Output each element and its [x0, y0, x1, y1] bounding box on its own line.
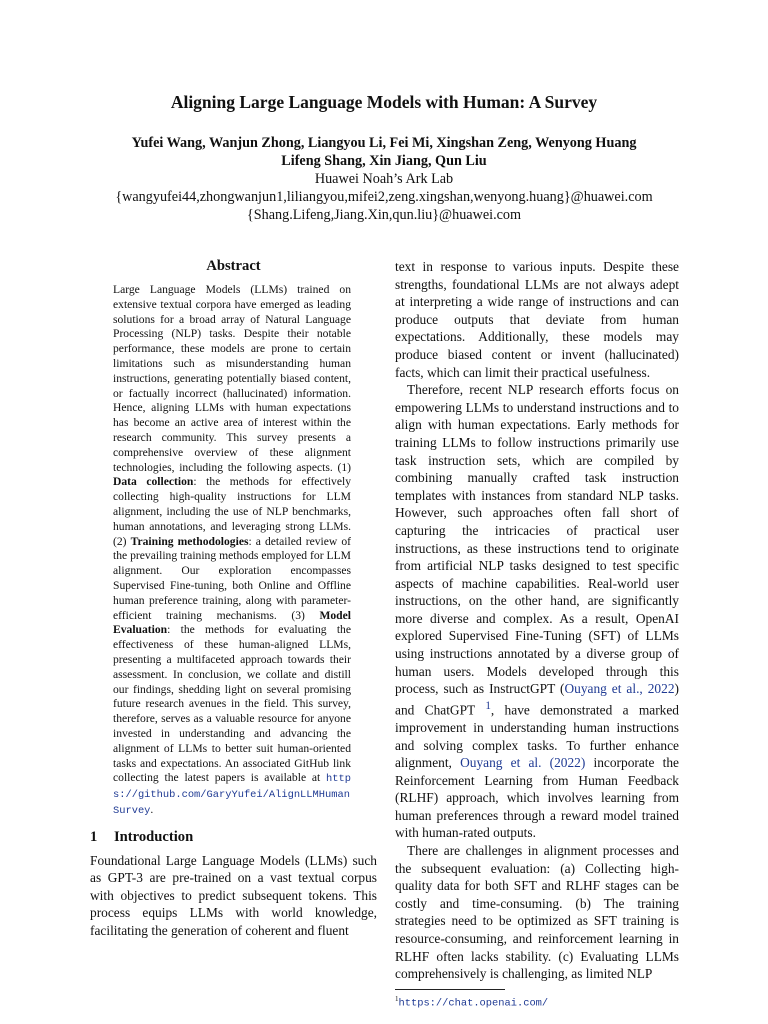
- intro-paragraph-2: [395, 381, 679, 842]
- abstract-part-4: : the methods for evaluating the effectiveness of these human-aligned LLMs, presenting a multifaceted approach towards their assessment. In conclusion, we collate and distill our findings, shedding light on several promising future research avenues in the field. This survey, therefore, serves as a valuable resource for anyone invested in understanding and advancing the alignment of LLMs to better suit human-oriented tasks and expectations. An associated GitHub link collecting the latest papers is available at: [113, 623, 351, 785]
- para2-part-a: Therefore, recent NLP research efforts focus on empowering LLMs to understand instructions and to align with human expectations. Early methods for training LLMs to follow instructions primarily use task instruction sets, which are compiled by combining manually crafted task instruction templates with instances from standard NLP tasks. However, such approaches often fall short of capturing the intricacies of practical user instructions, as these instructions tend to originate from artificial NLP tasks designed to test specific aspects of machine capabilities. Real-world user instructions, on the other hand, are significantly more diverse and complex. As a result, OpenAI explored Supervised Fine-Tuning (SFT) of LLMs using instructions annotated by a diverse group of human users. Models developed through this process, such as InstructGPT (: [395, 382, 679, 697]
- para2-part-b: ) and ChatGPT: [395, 681, 679, 718]
- abstract-part-3: : a detailed review of the prevailing training methods employed for LLM alignment. Our exploration encompasses Supervised Fine-tuning, both Online and Offline human preference training, along with parameter-efficient training mechanisms. (3): [113, 534, 352, 622]
- section-heading-introduction: [90, 829, 377, 846]
- author-block: [0, 134, 768, 224]
- abstract-bold-data-collection: Data collection: [113, 475, 194, 489]
- footnote-url[interactable]: https://chat.openai.com/: [398, 997, 549, 1010]
- abstract-text: [113, 283, 351, 819]
- author-list-line-1: Yufei Wang, Wanjun Zhong, Liangyou Li, Fei Mi, Xingshan Zeng, Wenyong Huang: [131, 135, 637, 151]
- abstract-part-2: : the methods for effectively collecting high-quality instructions for LLM alignment, including the use of NLP benchmarks, human annotations, and leveraging strong LLMs. (2): [113, 475, 351, 548]
- para2-part-c: , have demonstrated a marked improvement in understanding human instructions and solving complex tasks. To further enhance alignment,: [395, 702, 679, 771]
- left-column: [90, 258, 377, 940]
- section-number: 1: [90, 828, 98, 845]
- para2-part-d: incorporate the Reinforcement Learning from Human Feedback (RLHF) approach, which involves learning from human preferences through a reward model trained with human-rated outputs.: [395, 755, 679, 841]
- paper-title: Aligning Large Language Models with Human: A Survey: [170, 92, 598, 112]
- citation-ouyang-2022[interactable]: Ouyang et al., 2022: [564, 681, 675, 697]
- footnote-marker[interactable]: 1: [485, 699, 491, 712]
- right-column: [395, 258, 679, 1009]
- intro-paragraph-1: Foundational Large Language Models (LLMs) such as GPT-3 are pre-trained on a vast textual corpus with objectives to predict subsequent tokens. This process equips LLMs with world knowledge, facilitating the generation of coherent and fluent: [90, 852, 377, 939]
- author-list-line-2: Lifeng Shang, Xin Jiang, Qun Liu: [281, 153, 487, 169]
- email-line-2: {Shang.Lifeng,Jiang.Xin,qun.liu}@huawei.com: [246, 207, 522, 223]
- footnote-number: 1: [395, 994, 399, 1003]
- intro-paragraph-3: There are challenges in alignment processes and the subsequent evaluation: (a) Collecting high-quality data for both SFT and RLHF stages can be costly and time-consuming. (b) The training strategies need to be optimized as SFT training is resource-consuming, and reinforcement learning in RLHF often lacks stability. (c) Evaluating LLMs comprehensively is challenging, as limited NLP: [395, 843, 679, 982]
- footnote: [395, 993, 679, 1009]
- github-link[interactable]: https://github.com/GaryYufei/AlignLLMHumanSurvey: [113, 773, 351, 817]
- abstract-bold-evaluation: Model Evaluation: [113, 608, 351, 637]
- abstract-heading: Abstract: [206, 258, 261, 274]
- abstract-bold-training: Training methodologies: [130, 534, 249, 548]
- abstract-part-1: Large Language Models (LLMs) trained on extensive textual corpora have emerged as leading solutions for a broad array of Natural Language Processing (NLP) tasks. Despite their notable performance, these models are prone to certain limitations such as misunderstanding human instructions, generating potentially biased content, or factually incorrect (hallucinated) information. Hence, aligning LLMs with human expectations has become an active area of interest within the research community. This survey presents a comprehensive overview of these alignment technologies, including the following aspects. (1): [113, 283, 351, 474]
- intro-paragraph-continued: text in response to various inputs. Despite these strengths, foundational LLMs are not always adept at interpreting a wide range of instructions and can produce outputs that deviate from human expectations. Additionally, these models may produce biased content or invent (hallucinated) facts, which can limit their practical usefulness.: [395, 259, 679, 380]
- email-line-1: {wangyufei44,zhongwanjun1,liliangyou,mifei2,zeng.xingshan,wenyong.huang}@huawei.com: [115, 189, 653, 205]
- footnote-rule: [395, 989, 505, 990]
- affiliation: Huawei Noah’s Ark Lab: [314, 171, 454, 187]
- citation-ouyang-2022-narrative[interactable]: Ouyang et al. (2022): [460, 755, 586, 771]
- abstract-part-5: .: [150, 802, 154, 816]
- section-title: Introduction: [114, 828, 194, 845]
